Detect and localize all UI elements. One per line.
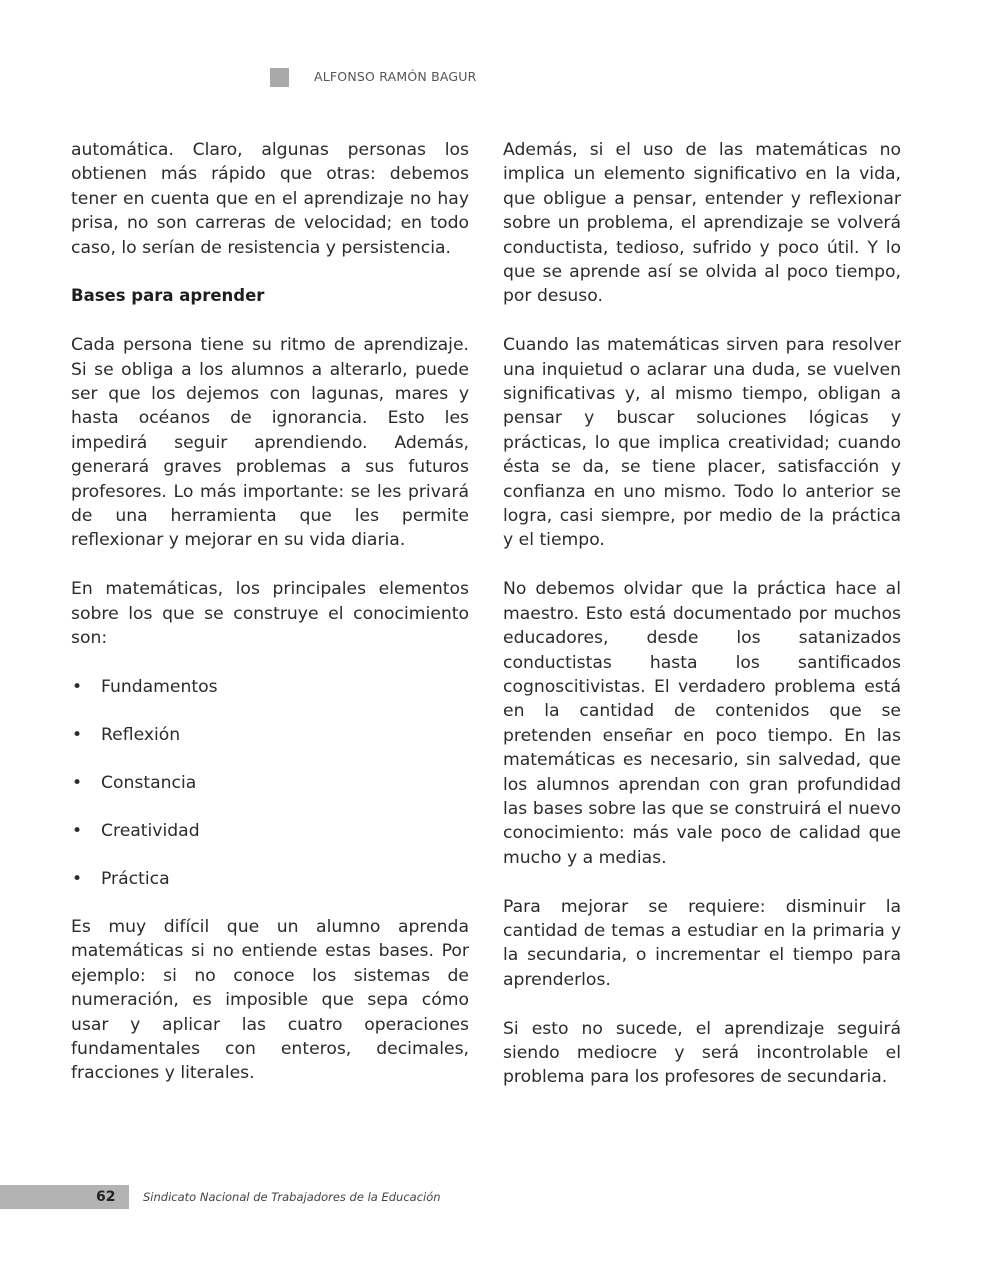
paragraph: Además, si el uso de las matemáticas no implica un elemento significativo en la vida, que obligue a pensar, entender y reflexionar sobre un problema, el aprendizaje se volverá conductista, tedioso, sufrido y poco útil. Y lo que se aprende así se olvida al poco tiempo, por desuso. <box>503 140 901 307</box>
bullet-icon: • <box>72 868 83 889</box>
right-column <box>503 138 901 1114</box>
list-item <box>71 771 469 795</box>
bullet-icon: • <box>72 820 83 841</box>
header-decoration-square <box>270 68 289 87</box>
paragraph: Cuando las matemáticas sirven para resolver una inquietud o aclarar una duda, se vuelven significativas y, al mismo tiempo, obligan a pensar y buscar soluciones lógicas y prácticas, lo que implica creatividad; cuando ésta se da, se tiene placer, satisfacción y confianza en uno mismo. Todo lo anterior se logra, casi siempre, por medio de la práctica y el tiempo. <box>503 335 901 551</box>
paragraph: Cada persona tiene su ritmo de aprendizaje. Si se obliga a los alumnos a alterarlo, puede ser que los dejemos con lagunas, mares y hasta océanos de ignorancia. Esto les impedirá seguir aprendiendo. Además, generará graves problemas a sus futuros profesores. Lo más importante: se les privará de una herramienta que les permite reflexionar y mejorar en su vida diaria. <box>71 335 469 551</box>
paragraph: Es muy difícil que un alumno aprenda matemáticas si no entiende estas bases. Por ejemplo: si no conoce los sistemas de numeración, es imposible que sepa cómo usar y aplicar las cuatro operaciones fundamentales con enteros, decimales, fracciones y literales. <box>71 916 469 1084</box>
list-item-label: Creatividad <box>101 820 200 841</box>
list-item-label: Fundamentos <box>101 676 218 697</box>
paragraph: Para mejorar se requiere: disminuir la cantidad de temas a estudiar en la primaria y la secundaria, o incrementar el tiempo para aprenderlos. <box>503 896 901 990</box>
paragraph: No debemos olvidar que la práctica hace al maestro. Esto está documentado por muchos educadores, desde los satanizados conductistas hasta los santificados cognoscitivistas. El verdadero problema está en la cantidad de contenidos que se pretenden enseñar en poco tiempo. En las matemáticas es necesario, sin salvedad, que los alumnos aprendan con gran profundidad las bases sobre las que se construirá el nuevo conocimiento: más vale poco de calidad que mucho y a medias. <box>503 579 901 868</box>
footer-organization: Sindicato Nacional de Trabajadores de la Educación <box>143 1190 441 1204</box>
section-heading: Bases para aprender <box>71 286 265 306</box>
list-item-label: Reflexión <box>101 724 181 745</box>
bullet-icon: • <box>72 676 83 697</box>
page-number: 62 <box>96 1189 116 1205</box>
bullet-icon: • <box>72 772 83 793</box>
left-column <box>71 138 469 1110</box>
running-header-author: ALFONSO RAMÓN BAGUR <box>314 69 477 84</box>
bullet-list <box>71 675 469 891</box>
paragraph: Si esto no sucede, el aprendizaje seguirá siendo mediocre y será incontrolable el problema para los profesores de secundaria. <box>503 1018 901 1088</box>
list-item <box>71 723 469 747</box>
paragraph: automática. Claro, algunas personas los obtienen más rápido que otras: debemos tener en cuenta que en el aprendizaje no hay prisa, no son carreras de velocidad; en todo caso, lo serían de resistencia y persistencia. <box>71 140 469 258</box>
list-item-label: Práctica <box>101 868 170 889</box>
list-item <box>71 867 469 891</box>
list-item <box>71 819 469 843</box>
paragraph: En matemáticas, los principales elementos sobre los que se construye el conocimiento son: <box>71 579 469 649</box>
bullet-icon: • <box>72 724 83 745</box>
list-item <box>71 675 469 699</box>
list-item-label: Constancia <box>101 772 197 793</box>
